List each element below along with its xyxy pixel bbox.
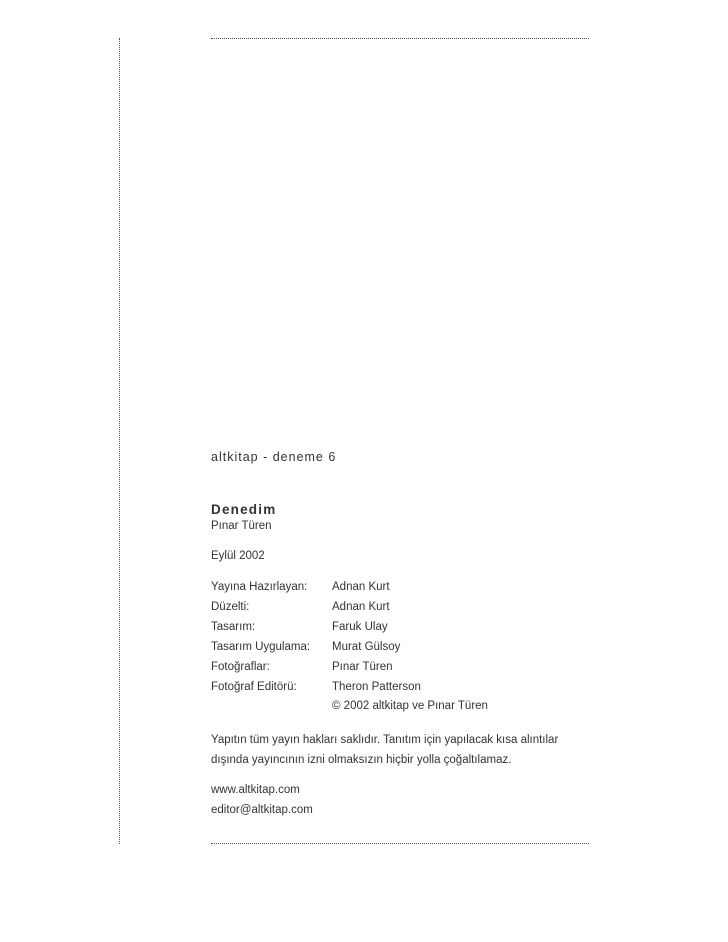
bottom-dotted-rule <box>211 843 589 844</box>
credit-label: Yayına Hazırlayan: <box>211 581 308 593</box>
credit-label: Tasarım: <box>211 621 256 633</box>
credit-value: Adnan Kurt <box>332 581 390 593</box>
credit-row <box>211 640 421 660</box>
credit-value: Murat Gülsoy <box>332 641 401 653</box>
credit-label: Fotoğraflar: <box>211 661 270 673</box>
rights-line: dışında yayıncının izni olmaksızın hiçbir yolla çoğaltılamaz. <box>211 754 512 766</box>
credit-row <box>211 580 421 600</box>
credit-label: Tasarım Uygulama: <box>211 641 311 653</box>
credit-row <box>211 620 421 640</box>
credit-row <box>211 660 421 680</box>
rights-statement <box>211 730 558 770</box>
series-name: altkitap - deneme 6 <box>211 450 337 464</box>
book-title: Denedim <box>211 502 277 517</box>
left-margin-dotted-line <box>119 38 120 844</box>
publication-date: Eylül 2002 <box>211 550 265 562</box>
copyright-notice: © 2002 altkitap ve Pınar Türen <box>332 700 488 712</box>
rights-line: Yapıtın tüm yayın hakları saklıdır. Tanıtım için yapılacak kısa alıntılar <box>211 734 559 746</box>
contact-links <box>211 780 313 820</box>
credit-value: Adnan Kurt <box>332 601 390 613</box>
credit-value: Faruk Ulay <box>332 621 388 633</box>
credit-label: Fotoğraf Editörü: <box>211 681 297 693</box>
credit-value: Theron Patterson <box>332 681 421 693</box>
website-link[interactable]: www.altkitap.com <box>211 784 300 796</box>
credit-row <box>211 680 421 700</box>
email-link[interactable]: editor@altkitap.com <box>211 804 313 816</box>
credits-list <box>211 580 421 700</box>
top-dotted-rule <box>211 38 589 39</box>
book-author: Pınar Türen <box>211 520 272 532</box>
credit-value: Pınar Türen <box>332 661 393 673</box>
credit-label: Düzelti: <box>211 601 250 613</box>
credit-row <box>211 600 421 620</box>
